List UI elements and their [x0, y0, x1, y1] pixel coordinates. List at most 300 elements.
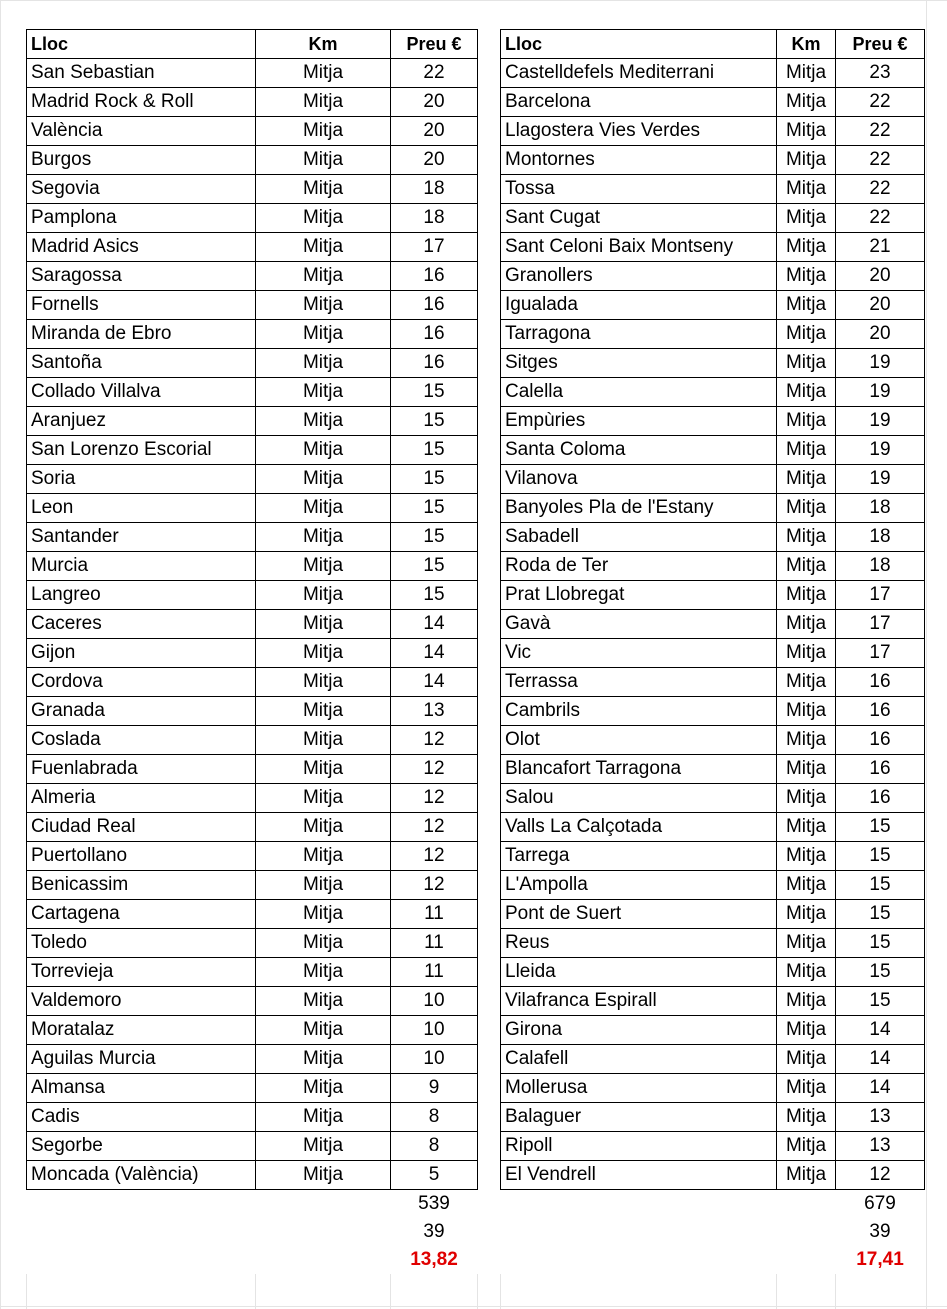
cell-price[interactable]: 10 — [391, 1016, 478, 1045]
cell-place[interactable]: Benicassim — [27, 871, 256, 900]
cell-km[interactable]: Mitja — [777, 842, 836, 871]
cell-place[interactable]: San Sebastian — [27, 59, 256, 88]
cell-km[interactable]: Mitja — [777, 1161, 836, 1190]
cell-km[interactable]: Mitja — [777, 668, 836, 697]
cell-km[interactable]: Mitja — [777, 1074, 836, 1103]
right-total[interactable]: 679 — [864, 1193, 896, 1214]
cell-price[interactable]: 15 — [836, 842, 925, 871]
table-row — [501, 204, 925, 233]
left-races-table — [26, 29, 478, 1274]
cell-place[interactable]: Balaguer — [501, 1103, 777, 1132]
cell-price[interactable]: 22 — [836, 117, 925, 146]
cell-price[interactable]: 19 — [836, 349, 925, 378]
cell-price[interactable]: 22 — [836, 146, 925, 175]
cell-place[interactable]: Segorbe — [27, 1132, 256, 1161]
cell-km[interactable]: Mitja — [777, 784, 836, 813]
cell-price[interactable]: 14 — [836, 1045, 925, 1074]
cell-km[interactable]: Mitja — [777, 871, 836, 900]
left-count[interactable]: 39 — [423, 1221, 445, 1242]
cell-place[interactable]: Tarrega — [501, 842, 777, 871]
cell-place[interactable]: Pont de Suert — [501, 900, 777, 929]
right-count[interactable]: 39 — [869, 1221, 891, 1242]
cell-km[interactable]: Mitja — [256, 349, 391, 378]
cell-km[interactable]: Mitja — [256, 639, 391, 668]
cell-price[interactable]: 13 — [836, 1103, 925, 1132]
cell-place[interactable]: Murcia — [27, 552, 256, 581]
cell-place[interactable]: Valls La Calçotada — [501, 813, 777, 842]
cell-price[interactable]: 21 — [836, 233, 925, 262]
cell-km[interactable]: Mitja — [256, 523, 391, 552]
cell-price[interactable]: 14 — [836, 1016, 925, 1045]
cell-km[interactable]: Mitja — [777, 349, 836, 378]
cell-price[interactable]: 10 — [391, 1045, 478, 1074]
cell-price[interactable]: 16 — [836, 668, 925, 697]
cell-km[interactable]: Mitja — [777, 1103, 836, 1132]
average-row — [501, 1246, 925, 1274]
header-row — [27, 30, 478, 59]
cell-place[interactable]: Puertollano — [27, 842, 256, 871]
cell-price[interactable]: 15 — [391, 552, 478, 581]
table-row — [27, 233, 478, 262]
table-row — [27, 639, 478, 668]
cell-price[interactable]: 19 — [836, 407, 925, 436]
cell-price[interactable]: 17 — [836, 639, 925, 668]
cell-km[interactable]: Mitja — [256, 581, 391, 610]
table-row — [27, 697, 478, 726]
cell-place[interactable]: Langreo — [27, 581, 256, 610]
table-row — [27, 1045, 478, 1074]
table-row — [501, 842, 925, 871]
cell-km[interactable]: Mitja — [777, 59, 836, 88]
cell-price[interactable]: 22 — [391, 59, 478, 88]
table-row — [27, 349, 478, 378]
cell-place[interactable]: Salou — [501, 784, 777, 813]
cell-place[interactable]: Granada — [27, 697, 256, 726]
cell-place[interactable]: Gavà — [501, 610, 777, 639]
cell-km[interactable]: Mitja — [777, 1132, 836, 1161]
cell-price[interactable]: 15 — [836, 871, 925, 900]
cell-place[interactable]: Valdemoro — [27, 987, 256, 1016]
table-row — [501, 668, 925, 697]
cell-km[interactable]: Mitja — [777, 697, 836, 726]
cell-price[interactable]: 14 — [391, 639, 478, 668]
header-km[interactable]: Km — [777, 30, 836, 59]
cell-place[interactable]: Castelldefels Mediterrani — [501, 59, 777, 88]
total-row — [27, 1190, 478, 1219]
table-row — [501, 929, 925, 958]
cell-km[interactable]: Mitja — [256, 88, 391, 117]
table-row — [27, 465, 478, 494]
cell-km[interactable]: Mitja — [777, 436, 836, 465]
cell-km[interactable]: Mitja — [256, 987, 391, 1016]
cell-price[interactable]: 16 — [836, 755, 925, 784]
table-row — [27, 755, 478, 784]
cell-place[interactable]: Miranda de Ebro — [27, 320, 256, 349]
cell-price[interactable]: 11 — [391, 929, 478, 958]
table-row — [27, 871, 478, 900]
table-row — [27, 436, 478, 465]
cell-place[interactable]: Vic — [501, 639, 777, 668]
cell-km[interactable]: Mitja — [256, 1132, 391, 1161]
cell-price[interactable]: 14 — [836, 1074, 925, 1103]
cell-price[interactable]: 23 — [836, 59, 925, 88]
cell-price[interactable]: 20 — [391, 88, 478, 117]
table-row — [27, 726, 478, 755]
cell-price[interactable]: 16 — [391, 320, 478, 349]
cell-price[interactable]: 15 — [836, 958, 925, 987]
table-row — [501, 175, 925, 204]
cell-price[interactable]: 16 — [836, 726, 925, 755]
cell-price[interactable]: 15 — [391, 581, 478, 610]
cell-place[interactable]: Sant Celoni Baix Montseny — [501, 233, 777, 262]
cell-place[interactable]: Olot — [501, 726, 777, 755]
header-row — [501, 30, 925, 59]
cell-place[interactable]: Sant Cugat — [501, 204, 777, 233]
cell-km[interactable]: Mitja — [777, 813, 836, 842]
table-row — [501, 610, 925, 639]
table-row — [27, 523, 478, 552]
cell-place[interactable]: Sabadell — [501, 523, 777, 552]
cell-place[interactable]: Montornes — [501, 146, 777, 175]
table-row — [501, 958, 925, 987]
table-row — [27, 117, 478, 146]
cell-place[interactable]: Aguilas Murcia — [27, 1045, 256, 1074]
table-row — [27, 813, 478, 842]
cell-place[interactable]: Caceres — [27, 610, 256, 639]
cell-place[interactable]: Moncada (València) — [27, 1161, 256, 1190]
cell-km[interactable]: Mitja — [777, 726, 836, 755]
cell-km[interactable]: Mitja — [256, 871, 391, 900]
table-row — [27, 668, 478, 697]
cell-price[interactable]: 18 — [836, 494, 925, 523]
cell-price[interactable]: 18 — [391, 175, 478, 204]
table-row — [501, 1103, 925, 1132]
cell-place[interactable]: Coslada — [27, 726, 256, 755]
table-row — [501, 88, 925, 117]
cell-price[interactable]: 13 — [836, 1132, 925, 1161]
cell-place[interactable]: Aranjuez — [27, 407, 256, 436]
table-row — [501, 871, 925, 900]
cell-km[interactable]: Mitja — [256, 204, 391, 233]
cell-place[interactable]: El Vendrell — [501, 1161, 777, 1190]
cell-km[interactable]: Mitja — [256, 320, 391, 349]
cell-km[interactable]: Mitja — [256, 436, 391, 465]
cell-price[interactable]: 20 — [391, 117, 478, 146]
cell-price[interactable]: 19 — [836, 378, 925, 407]
cell-price[interactable]: 16 — [836, 784, 925, 813]
table-row — [27, 552, 478, 581]
cell-price[interactable]: 15 — [836, 813, 925, 842]
cell-place[interactable]: Blancafort Tarragona — [501, 755, 777, 784]
table-row — [27, 1161, 478, 1190]
table-row — [27, 900, 478, 929]
cell-place[interactable]: Vilanova — [501, 465, 777, 494]
cell-km[interactable]: Mitja — [777, 88, 836, 117]
table-row — [501, 1016, 925, 1045]
cell-place[interactable]: Granollers — [501, 262, 777, 291]
cell-price[interactable]: 22 — [836, 88, 925, 117]
cell-price[interactable]: 14 — [391, 610, 478, 639]
cell-place[interactable]: Moratalaz — [27, 1016, 256, 1045]
cell-place[interactable]: Barcelona — [501, 88, 777, 117]
cell-km[interactable]: Mitja — [256, 1016, 391, 1045]
cell-km[interactable]: Mitja — [256, 610, 391, 639]
cell-place[interactable]: Madrid Asics — [27, 233, 256, 262]
cell-km[interactable]: Mitja — [256, 697, 391, 726]
cell-km[interactable]: Mitja — [256, 233, 391, 262]
cell-price[interactable]: 5 — [391, 1161, 478, 1190]
table-row — [27, 610, 478, 639]
cell-price[interactable]: 12 — [391, 813, 478, 842]
table-row — [27, 929, 478, 958]
cell-km[interactable]: Mitja — [777, 639, 836, 668]
cell-place[interactable]: Tossa — [501, 175, 777, 204]
cell-km[interactable]: Mitja — [256, 929, 391, 958]
table-row — [501, 1045, 925, 1074]
table-row — [27, 784, 478, 813]
cell-price[interactable]: 20 — [391, 146, 478, 175]
table-row — [501, 784, 925, 813]
table-row — [27, 59, 478, 88]
cell-place[interactable]: Toledo — [27, 929, 256, 958]
left-average[interactable]: 13,82 — [410, 1249, 458, 1270]
cell-place[interactable]: Ciudad Real — [27, 813, 256, 842]
cell-km[interactable]: Mitja — [256, 668, 391, 697]
table-row — [501, 1132, 925, 1161]
cell-km[interactable]: Mitja — [777, 987, 836, 1016]
cell-price[interactable]: 16 — [391, 349, 478, 378]
cell-price[interactable]: 22 — [836, 175, 925, 204]
cell-km[interactable]: Mitja — [777, 407, 836, 436]
cell-place[interactable]: Sitges — [501, 349, 777, 378]
cell-km[interactable]: Mitja — [256, 958, 391, 987]
cell-place[interactable]: Terrassa — [501, 668, 777, 697]
cell-price[interactable]: 19 — [836, 465, 925, 494]
cell-km[interactable]: Mitja — [777, 900, 836, 929]
table-row — [501, 320, 925, 349]
cell-price[interactable]: 17 — [836, 581, 925, 610]
cell-place[interactable]: Madrid Rock & Roll — [27, 88, 256, 117]
cell-place[interactable]: Tarragona — [501, 320, 777, 349]
cell-km[interactable]: Mitja — [777, 320, 836, 349]
cell-km[interactable]: Mitja — [777, 204, 836, 233]
cell-km[interactable]: Mitja — [777, 958, 836, 987]
cell-place[interactable]: Prat Llobregat — [501, 581, 777, 610]
cell-place[interactable]: Empùries — [501, 407, 777, 436]
cell-price[interactable]: 19 — [836, 436, 925, 465]
cell-place[interactable]: Cartagena — [27, 900, 256, 929]
cell-price[interactable]: 18 — [836, 552, 925, 581]
cell-km[interactable]: Mitja — [777, 146, 836, 175]
cell-km[interactable]: Mitja — [777, 494, 836, 523]
cell-km[interactable]: Mitja — [777, 378, 836, 407]
table-row — [501, 552, 925, 581]
cell-km[interactable]: Mitja — [777, 291, 836, 320]
cell-km[interactable]: Mitja — [256, 842, 391, 871]
cell-price[interactable]: 15 — [391, 494, 478, 523]
cell-place[interactable]: Calafell — [501, 1045, 777, 1074]
header-price[interactable]: Preu € — [391, 30, 478, 59]
cell-price[interactable]: 11 — [391, 958, 478, 987]
cell-price[interactable]: 8 — [391, 1132, 478, 1161]
cell-place[interactable]: Vilafranca Espirall — [501, 987, 777, 1016]
cell-km[interactable]: Mitja — [256, 291, 391, 320]
cell-price[interactable]: 20 — [836, 262, 925, 291]
cell-km[interactable]: Mitja — [777, 610, 836, 639]
cell-place[interactable]: Calella — [501, 378, 777, 407]
cell-km[interactable]: Mitja — [777, 262, 836, 291]
cell-km[interactable]: Mitja — [777, 1016, 836, 1045]
total-row — [501, 1190, 925, 1219]
cell-price[interactable]: 17 — [391, 233, 478, 262]
cell-price[interactable]: 13 — [391, 697, 478, 726]
cell-km[interactable]: Mitja — [777, 117, 836, 146]
cell-place[interactable]: Lleida — [501, 958, 777, 987]
cell-km[interactable]: Mitja — [256, 1103, 391, 1132]
table-row — [27, 291, 478, 320]
cell-price[interactable]: 11 — [391, 900, 478, 929]
table-row — [27, 88, 478, 117]
table-row — [501, 233, 925, 262]
cell-price[interactable]: 14 — [391, 668, 478, 697]
table-row — [27, 581, 478, 610]
header-km[interactable]: Km — [256, 30, 391, 59]
cell-km[interactable]: Mitja — [256, 407, 391, 436]
cell-km[interactable]: Mitja — [256, 784, 391, 813]
cell-km[interactable]: Mitja — [256, 813, 391, 842]
cell-place[interactable]: Fuenlabrada — [27, 755, 256, 784]
table-row — [27, 407, 478, 436]
cell-price[interactable]: 12 — [391, 784, 478, 813]
cell-price[interactable]: 9 — [391, 1074, 478, 1103]
cell-km[interactable]: Mitja — [256, 494, 391, 523]
cell-price[interactable]: 18 — [391, 204, 478, 233]
cell-price[interactable]: 12 — [391, 842, 478, 871]
cell-km[interactable]: Mitja — [256, 378, 391, 407]
header-place[interactable]: Lloc — [27, 30, 256, 59]
cell-price[interactable]: 15 — [391, 407, 478, 436]
cell-km[interactable]: Mitja — [777, 175, 836, 204]
cell-place[interactable]: Fornells — [27, 291, 256, 320]
cell-price[interactable]: 16 — [836, 697, 925, 726]
count-row — [27, 1218, 478, 1246]
cell-km[interactable]: Mitja — [256, 59, 391, 88]
cell-place[interactable]: Santoña — [27, 349, 256, 378]
cell-place[interactable]: Pamplona — [27, 204, 256, 233]
right-average[interactable]: 17,41 — [856, 1249, 904, 1270]
cell-place[interactable]: Burgos — [27, 146, 256, 175]
cell-km[interactable]: Mitja — [256, 1161, 391, 1190]
cell-place[interactable]: Santander — [27, 523, 256, 552]
cell-place[interactable]: Soria — [27, 465, 256, 494]
cell-km[interactable]: Mitja — [256, 175, 391, 204]
cell-place[interactable]: València — [27, 117, 256, 146]
cell-place[interactable]: San Lorenzo Escorial — [27, 436, 256, 465]
left-total[interactable]: 539 — [418, 1193, 450, 1214]
table-row — [501, 262, 925, 291]
cell-place[interactable]: Collado Villalva — [27, 378, 256, 407]
cell-price[interactable]: 15 — [391, 523, 478, 552]
cell-place[interactable]: Llagostera Vies Verdes — [501, 117, 777, 146]
cell-km[interactable]: Mitja — [256, 465, 391, 494]
cell-price[interactable]: 12 — [391, 726, 478, 755]
cell-price[interactable]: 15 — [391, 378, 478, 407]
cell-km[interactable]: Mitja — [777, 581, 836, 610]
cell-place[interactable]: Leon — [27, 494, 256, 523]
cell-km[interactable]: Mitja — [777, 523, 836, 552]
cell-price[interactable]: 15 — [391, 436, 478, 465]
cell-place[interactable]: Cadis — [27, 1103, 256, 1132]
table-row — [501, 755, 925, 784]
cell-place[interactable]: Reus — [501, 929, 777, 958]
cell-km[interactable]: Mitja — [777, 465, 836, 494]
cell-price[interactable]: 16 — [391, 291, 478, 320]
cell-place[interactable]: Saragossa — [27, 262, 256, 291]
cell-price[interactable]: 15 — [836, 987, 925, 1016]
cell-place[interactable]: Ripoll — [501, 1132, 777, 1161]
table-row — [27, 494, 478, 523]
cell-price[interactable]: 22 — [836, 204, 925, 233]
cell-price[interactable]: 12 — [391, 755, 478, 784]
cell-price[interactable]: 8 — [391, 1103, 478, 1132]
cell-place[interactable]: Gijon — [27, 639, 256, 668]
cell-place[interactable]: Santa Coloma — [501, 436, 777, 465]
cell-place[interactable]: Girona — [501, 1016, 777, 1045]
cell-km[interactable]: Mitja — [256, 755, 391, 784]
cell-km[interactable]: Mitja — [256, 146, 391, 175]
cell-place[interactable]: Torrevieja — [27, 958, 256, 987]
cell-price[interactable]: 12 — [836, 1161, 925, 1190]
cell-km[interactable]: Mitja — [256, 262, 391, 291]
header-price[interactable]: Preu € — [836, 30, 925, 59]
cell-km[interactable]: Mitja — [777, 552, 836, 581]
cell-price[interactable]: 10 — [391, 987, 478, 1016]
cell-price[interactable]: 15 — [836, 929, 925, 958]
cell-price[interactable]: 17 — [836, 610, 925, 639]
cell-price[interactable]: 16 — [391, 262, 478, 291]
cell-place[interactable]: Segovia — [27, 175, 256, 204]
table-row — [27, 204, 478, 233]
cell-km[interactable]: Mitja — [256, 552, 391, 581]
cell-km[interactable]: Mitja — [777, 1045, 836, 1074]
cell-price[interactable]: 20 — [836, 291, 925, 320]
cell-place[interactable]: Almeria — [27, 784, 256, 813]
cell-place[interactable]: Cambrils — [501, 697, 777, 726]
cell-price[interactable]: 15 — [836, 900, 925, 929]
cell-place[interactable]: Banyoles Pla de l'Estany — [501, 494, 777, 523]
cell-km[interactable]: Mitja — [256, 726, 391, 755]
cell-place[interactable]: L'Ampolla — [501, 871, 777, 900]
cell-place[interactable]: Igualada — [501, 291, 777, 320]
cell-km[interactable]: Mitja — [256, 1074, 391, 1103]
cell-km[interactable]: Mitja — [777, 233, 836, 262]
cell-km[interactable]: Mitja — [256, 117, 391, 146]
cell-price[interactable]: 18 — [836, 523, 925, 552]
cell-km[interactable]: Mitja — [256, 900, 391, 929]
table-row — [27, 1016, 478, 1045]
cell-place[interactable]: Almansa — [27, 1074, 256, 1103]
cell-place[interactable]: Mollerusa — [501, 1074, 777, 1103]
cell-place[interactable]: Cordova — [27, 668, 256, 697]
header-place[interactable]: Lloc — [501, 30, 777, 59]
cell-km[interactable]: Mitja — [777, 755, 836, 784]
cell-km[interactable]: Mitja — [777, 929, 836, 958]
cell-price[interactable]: 12 — [391, 871, 478, 900]
cell-price[interactable]: 20 — [836, 320, 925, 349]
cell-km[interactable]: Mitja — [256, 1045, 391, 1074]
cell-price[interactable]: 15 — [391, 465, 478, 494]
cell-place[interactable]: Roda de Ter — [501, 552, 777, 581]
